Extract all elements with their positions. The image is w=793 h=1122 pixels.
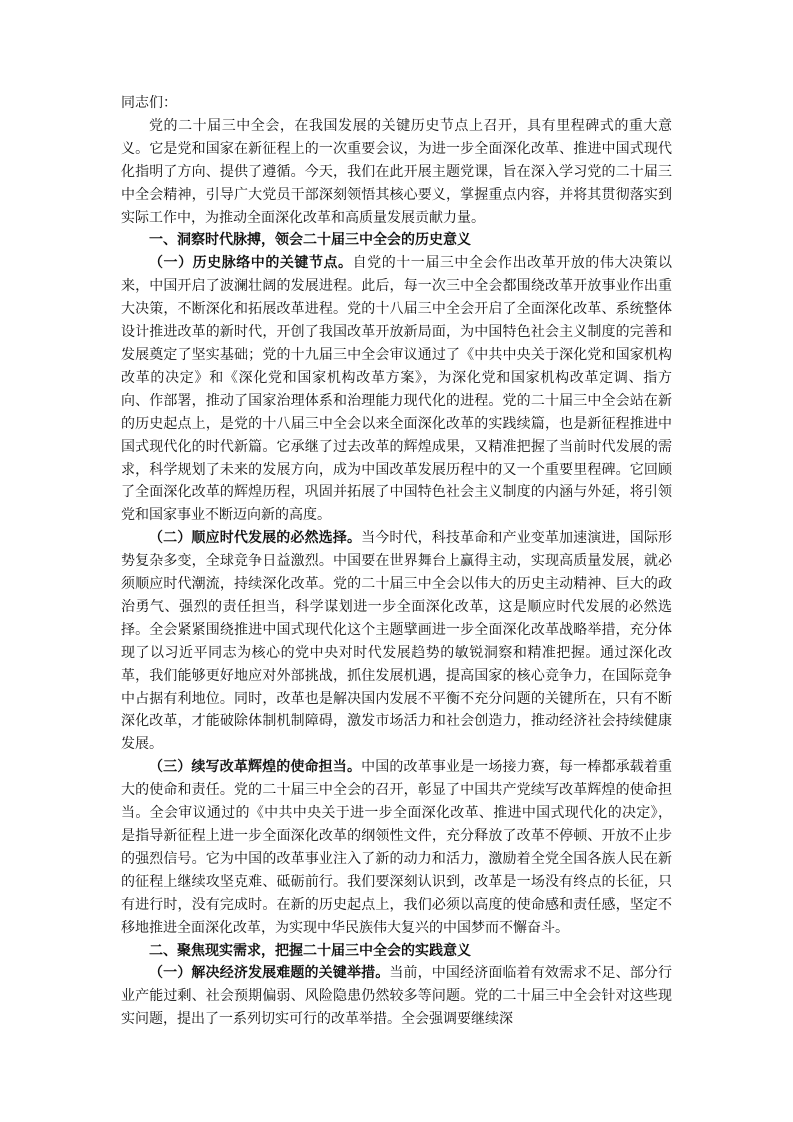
section-1-paragraph-2 — [121, 527, 672, 756]
section-1-paragraph-2-lead: （二）顺应时代发展的必然选择。 — [149, 530, 362, 547]
salutation: 同志们： — [121, 95, 177, 111]
section-2-heading: 二、聚焦现实需求，把握二十届三中全会的实践意义 — [149, 942, 471, 959]
section-1-heading: 一、洞察时代脉搏，领会二十届三中全会的历史意义 — [149, 232, 471, 249]
intro-paragraph: 党的二十届三中全会，在我国发展的关键历史节点上召开，具有里程碑式的重大意义。它是党和国家在新征程上的一次重要会议，为进一步全面深化改革、推进中国式现代化指明了方向、提供了遵循。今天，我们在此开展主题党课，旨在深入学习党的二十届三中全会精神，引导广大党员干部深刻领悟其核心要义，掌握重点内容，并将其贯彻落实到实际工作中，为推动全面深化改革和高质量发展贡献力量。 — [121, 117, 672, 226]
section-1-paragraph-3-lead: （三）续写改革辉煌的使命担当。 — [149, 759, 362, 776]
section-1-paragraph-3-body: 中国的改革事业是一场接力赛，每一棒都承载着重大的使命和责任。党的二十届三中全会的召开，彰显了中国共产党续写改革辉煌的使命担当。全会审议通过的《中共中央关于进一步全面深化改革、推进中国式现代化的决定》，是指导新征程上进一步全面深化改革的纲领性文件，充分释放了改革不停顿、开放不止步的强烈信号。它为中国的改革事业注入了新的动力和活力，激励着全党全国各族人民在新的征程上继续攻坚克难、砥砺前行。我们要深刻认识到，改革是一场没有终点的长征，只有进行时，没有完成时。在新的历史起点上，我们必须以高度的使命感和责任感，坚定不移地推进全面深化改革，为实现中华民族伟大复兴的中国梦而不懈奋斗。 — [121, 759, 673, 936]
section-1-paragraph-2-body: 当今时代，科技革命和产业变革加速演进，国际形势复杂多变，全球竞争日益激烈。中国要在世界舞台上赢得主动，实现高质量发展，就必须顺应时代潮流，持续深化改革。党的二十届三中全会以伟大的历史主动精神、巨大的政治勇气、强烈的责任担当，科学谋划进一步全面深化改革，这是顺应时代发展的必然选择。全会紧紧围绕推进中国式现代化这个主题擘画进一步全面深化改革战略举措，充分体现了以习近平同志为核心的党中央对时代发展趋势的敏锐洞察和精准把握。通过深化改革，我们能够更好地应对外部挑战，抓住发展机遇，提高国家的核心竞争力，在国际竞争中占据有利地位。同时，改革也是解决国内发展不平衡不充分问题的关键所在，只有不断深化改革，才能破除体制机制障碍，激发市场活力和社会创造力，推动经济社会持续健康发展。 — [121, 530, 673, 753]
section-1-paragraph-3 — [121, 756, 672, 939]
section-2-paragraph-1-body: 当前，中国经济面临着有效需求不足、部分行业产能过剩、社会预期偏弱、风险隐患仍然较多等问题。党的二十届三中全会针对这些现实问题，提出了一系列切实可行的改革举措。全会强调要继续深 — [121, 965, 673, 1028]
section-1-paragraph-1 — [121, 252, 672, 527]
section-2-paragraph-1 — [121, 962, 672, 1031]
document-page — [121, 92, 672, 1031]
section-2-paragraph-1-lead: （一）解决经济发展难题的关键举措。 — [149, 965, 390, 982]
section-1-paragraph-1-lead: （一）历史脉络中的关键节点。 — [149, 255, 353, 272]
section-1-paragraph-1-body: 自党的十一届三中全会作出改革开放的伟大决策以来，中国开启了波澜壮阔的发展进程。此后，每一次三中全会都围绕改革开放事业作出重大决策，不断深化和拓展改革进程。党的十八届三中全会开启了全面深化改革、系统整体设计推进改革的新时代，开创了我国改革开放新局面，为中国特色社会主义制度的完善和发展奠定了坚实基础；党的十九届三中全会审议通过了《中共中央关于深化党和国家机构改革的决定》和《深化党和国家机构改革方案》，为深化党和国家机构改革定调、指方向、作部署，推动了国家治理体系和治理能力现代化的进程。党的二十届三中全会站在新的历史起点上，是党的十八届三中全会以来全面深化改革的实践续篇，也是新征程推进中国式现代化的时代新篇。它承继了过去改革的辉煌成果，又精准把握了当前时代发展的需求，科学规划了未来的发展方向，成为中国改革发展历程中的又一个重要里程碑。它回顾了全面深化改革的辉煌历程，巩固并拓展了中国特色社会主义制度的内涵与外延，将引领党和国家事业不断迈向新的高度。 — [121, 255, 673, 524]
